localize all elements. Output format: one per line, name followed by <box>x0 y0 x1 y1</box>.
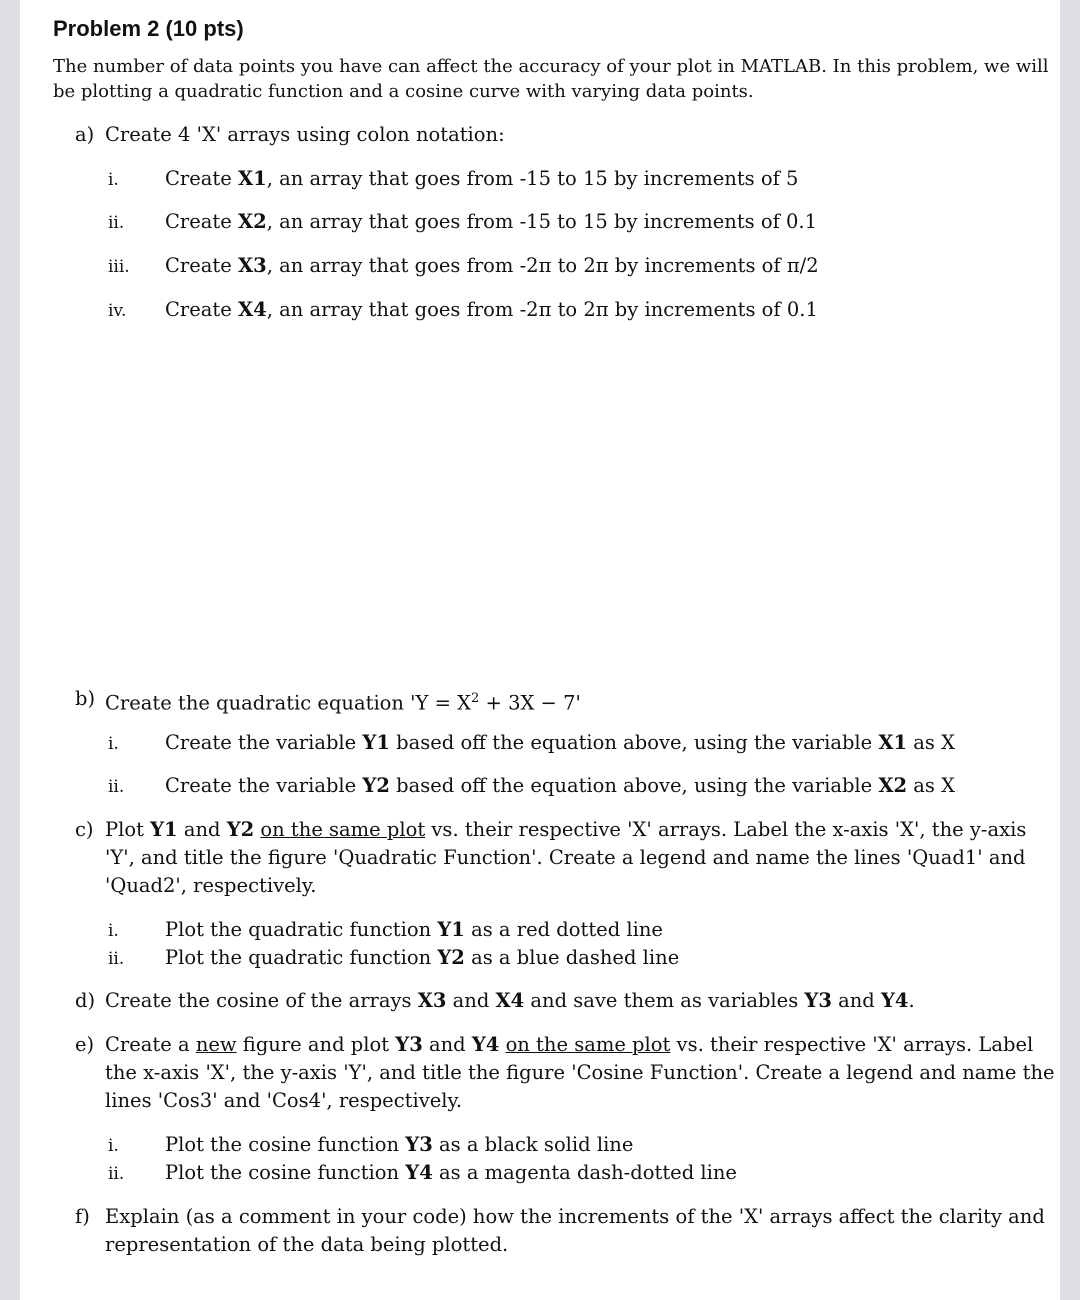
intro-line-2: be plotting a quadratic function and a cosine curve with varying data points. <box>53 81 754 102</box>
part-c-line-1: Plot Y1 and Y2 on the same plot vs. their respective 'X' arrays. Label the x-axis 'X', the y-axis <box>105 818 1027 841</box>
part-a-item-4: Create X4, an array that goes from -2π to 2π by increments of 0.1 <box>165 298 818 321</box>
document-page <box>20 0 1060 1300</box>
part-e-item-1: Plot the cosine function Y3 as a black solid line <box>165 1133 634 1156</box>
part-a-item-2: Create X2, an array that goes from -15 to 15 by increments of 0.1 <box>165 210 818 233</box>
part-b-item-2-num: ii. <box>108 777 125 797</box>
part-c-line-3: 'Quad2', respectively. <box>105 874 317 897</box>
part-f-label: f) <box>75 1205 90 1228</box>
part-a-text: Create 4 'X' arrays using colon notation: <box>105 123 505 146</box>
part-e-line-2: the x-axis 'X', the y-axis 'Y', and title the figure 'Cosine Function'. Create a legend and name the <box>105 1061 1055 1084</box>
part-d-label: d) <box>75 989 96 1012</box>
part-c-line-2: 'Y', and title the figure 'Quadratic Function'. Create a legend and name the lines 'Quad1' and <box>105 846 1026 869</box>
part-d-text: Create the cosine of the arrays X3 and X4 and save them as variables Y3 and Y4. <box>105 989 915 1012</box>
part-c-item-1-num: i. <box>108 921 119 941</box>
part-e-item-2: Plot the cosine function Y4 as a magenta dash-dotted line <box>165 1161 737 1184</box>
part-b-label: b) <box>75 687 96 710</box>
part-c-item-1: Plot the quadratic function Y1 as a red dotted line <box>165 918 663 941</box>
part-e-item-1-num: i. <box>108 1136 119 1156</box>
part-f-line-2: representation of the data being plotted. <box>105 1233 509 1256</box>
part-b-item-2: Create the variable Y2 based off the equation above, using the variable X2 as X <box>165 774 956 797</box>
part-a-item-1-num: i. <box>108 170 119 190</box>
part-e-label: e) <box>75 1033 95 1056</box>
part-b-text: Create the quadratic equation '$Y = X^2 + 3X - 7$' <box>105 691 581 715</box>
intro-line-1: The number of data points you have can affect the accuracy of your plot in MATLAB. In this problem, we will <box>53 56 1049 77</box>
problem-title: Problem 2 (10 pts) <box>53 16 244 41</box>
part-c-item-2-num: ii. <box>108 949 125 969</box>
part-e-line-3: lines 'Cos3' and 'Cos4', respectively. <box>105 1089 463 1112</box>
part-e-item-2-num: ii. <box>108 1164 125 1184</box>
part-a-item-1: Create X1, an array that goes from -15 to 15 by increments of 5 <box>165 167 799 190</box>
part-e-line-1: Create a new figure and plot Y3 and Y4 on the same plot vs. their respective 'X' arrays. Label <box>105 1033 1034 1056</box>
part-c-item-2: Plot the quadratic function Y2 as a blue dashed line <box>165 946 680 969</box>
part-b-item-1-num: i. <box>108 734 119 754</box>
part-f-line-1: Explain (as a comment in your code) how the increments of the 'X' arrays affect the clarity and <box>105 1205 1045 1228</box>
part-a-label: a) <box>75 123 95 146</box>
part-b-item-1: Create the variable Y1 based off the equation above, using the variable X1 as X <box>165 731 956 754</box>
part-a-item-3: Create X3, an array that goes from -2π to 2π by increments of π/2 <box>165 254 819 277</box>
part-a-item-3-num: iii. <box>108 257 130 277</box>
part-c-label: c) <box>75 818 94 841</box>
part-a-item-2-num: ii. <box>108 213 125 233</box>
part-a-item-4-num: iv. <box>108 301 127 321</box>
